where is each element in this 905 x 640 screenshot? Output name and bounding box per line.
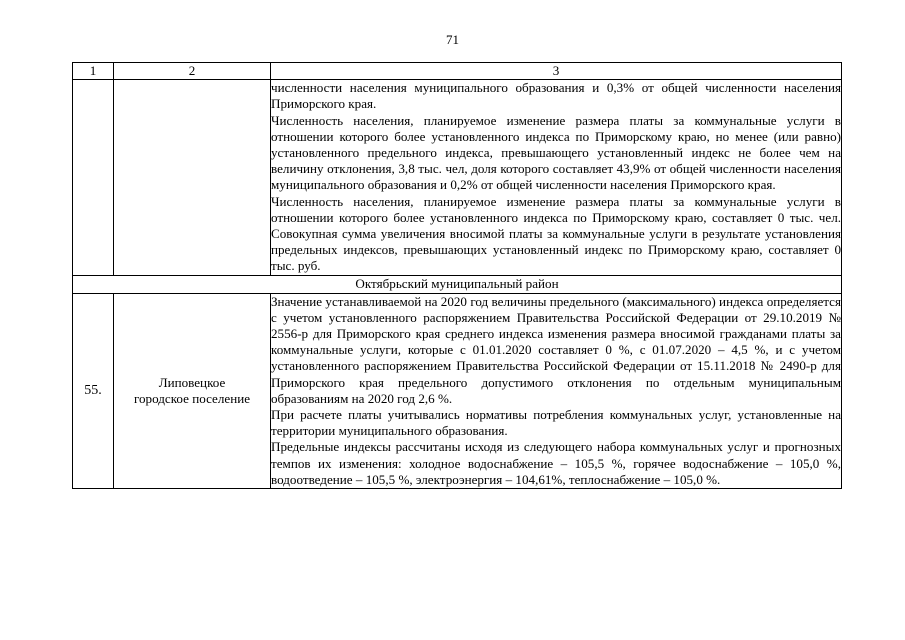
section-title: Октябрьский муниципальный район <box>73 275 842 293</box>
document-table <box>72 62 842 489</box>
municipality-name-line1: Липовецкое <box>158 374 226 390</box>
municipality-name-cell <box>114 80 271 275</box>
table-row-continued <box>73 80 842 275</box>
column-header-3: 3 <box>271 63 842 80</box>
row-number-cell <box>73 80 114 275</box>
row-number-cell: 55. <box>73 293 114 488</box>
column-header-2: 2 <box>114 63 271 80</box>
description-cell <box>271 293 842 488</box>
paragraph: Численность населения, планируемое изменение размера платы за коммунальные услуги в отношении которого более установленного индекса по Приморскому краю, но менее (или равно) установленного предельного индекса, превышающего установленный индекс не более чем на величину отклонения, 3,8 тыс. чел, доля которого составляет 43,9% от общей численности населения муниципального образования и 0,2% от общей численности населения Приморского края. <box>271 112 841 193</box>
municipality-name-cell <box>114 293 271 488</box>
description-cell <box>271 80 842 275</box>
paragraph: Предельные индексы рассчитаны исходя из следующего набора коммунальных услуг и прогнозных темпов их изменения: холодное водоснабжение – 105,5 %, горячее водоснабжение – 105,0 %, водоотведение – 105,5 %, электроэнергия – 104,61%, теплоснабжение – 105,0 %. <box>271 439 841 487</box>
table-header-row <box>73 63 842 80</box>
column-header-1: 1 <box>73 63 114 80</box>
municipality-name-line2: городское поселение <box>133 390 251 406</box>
paragraph: При расчете платы учитывались нормативы потребления коммунальных услуг, установленные на территории муниципального образования. <box>271 407 841 439</box>
table-row <box>73 293 842 488</box>
paragraph: численности населения муниципального образования и 0,3% от общей численности населения Приморского края. <box>271 80 841 112</box>
page-number: 71 <box>446 32 459 47</box>
paragraph: Численность населения, планируемое изменение размера платы за коммунальные услуги в отношении которого более установленного индекса по Приморскому краю, составляет 0 тыс. чел. Совокупная сумма увеличения вносимой платы за коммунальные услуги в результате установления предельных индексов, превышающих установленный индекс по Приморскому краю, составляет 0 тыс. руб. <box>271 193 841 274</box>
paragraph: Значение устанавливаемой на 2020 год величины предельного (максимального) индекса определяется с учетом установленного распоряжением Правительства Российской Федерации от 29.10.2019 № 2556-р для Приморского края среднего индекса изменения размера вносимой гражданами платы за коммунальные услуги, которые с 01.01.2020 составляет 0 %, с 01.07.2020 – 4,5 %, и с учетом установленного распоряжением Правительства Российской Федерации от 15.11.2018 № 2490-р для Приморского края предельного допустимого отклонения по отдельным муниципальным образованиям на 2020 год 2,6 %. <box>271 293 841 406</box>
section-header-row <box>73 275 842 293</box>
